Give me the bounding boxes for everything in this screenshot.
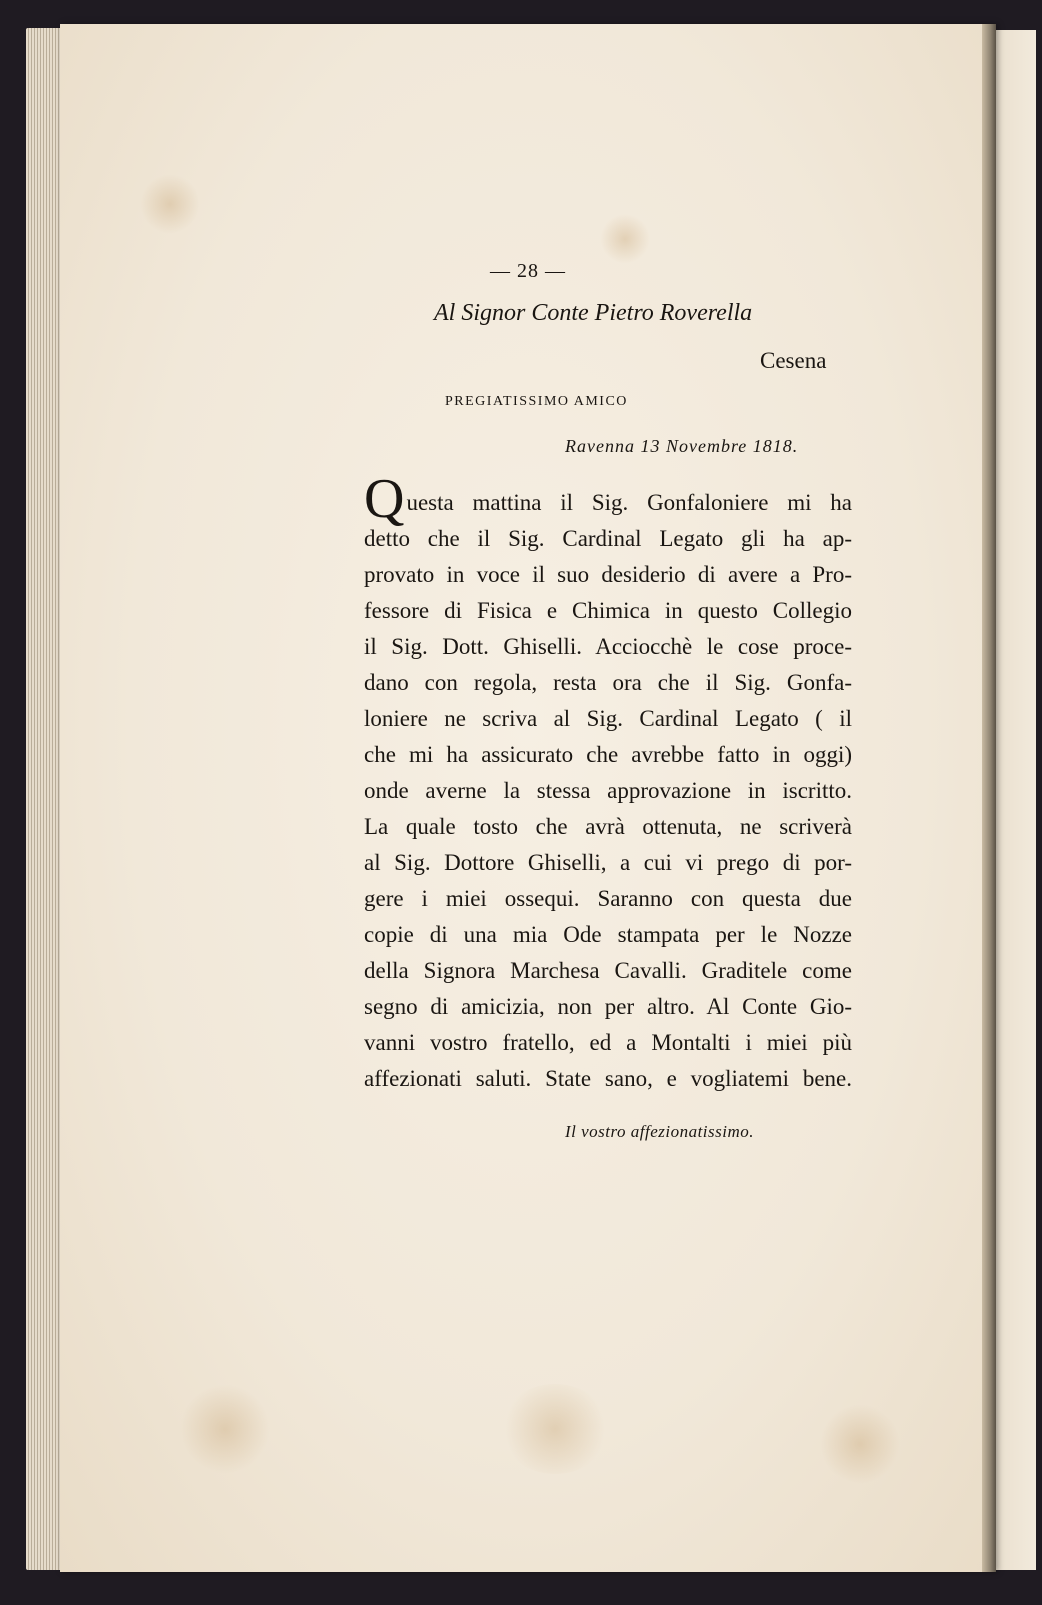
body-line: al Sig. Dottore Ghiselli, a cui vi prego di por-: [364, 850, 852, 875]
body-line: provato in voce il suo desiderio di avere a Pro-: [364, 562, 852, 587]
drop-cap: Q: [364, 468, 405, 530]
foxing-stain: [820, 1404, 900, 1484]
body-line: fessore di Fisica e Chimica in questo Collegio: [364, 598, 852, 623]
body-line: segno di amicizia, non per altro. Al Conte Gio-: [364, 994, 852, 1019]
foxing-stain: [140, 174, 200, 234]
body-line: copie di una mia Ode stampata per le Nozze: [364, 922, 852, 947]
letter-dateline: Ravenna 13 Novembre 1818.: [565, 436, 799, 456]
page-number: — 28 —: [490, 260, 566, 282]
letter-salutation: PREGIATISSIMO AMICO: [445, 394, 628, 409]
body-line: loniere ne scriva al Sig. Cardinal Legato ( il: [364, 706, 852, 731]
body-line: vanni vostro fratello, ed a Montalti i miei più: [364, 1030, 852, 1055]
body-line: onde averne la stessa approvazione in iscritto.: [364, 778, 852, 803]
letter-recipient: Al Signor Conte Pietro Roverella: [434, 300, 753, 326]
body-line: La quale tosto che avrà ottenuta, ne scriverà: [364, 814, 852, 839]
binding-gutter: [982, 24, 996, 1572]
body-line: gere i miei ossequi. Saranno con questa due: [364, 886, 852, 911]
foxing-stain: [500, 1384, 610, 1474]
body-line: dano con regola, resta ora che il Sig. Gonfa-: [364, 670, 852, 695]
letter-closing: Il vostro affezionatissimo.: [565, 1122, 755, 1141]
letter-city: Cesena: [760, 348, 827, 373]
body-line: della Signora Marchesa Cavalli. Graditele come: [364, 958, 852, 983]
foxing-stain: [600, 214, 650, 264]
facing-page-edge: [996, 30, 1036, 1570]
letter-body: [364, 468, 852, 1097]
body-line: Questa mattina il Sig. Gonfaloniere mi ha: [364, 468, 852, 530]
body-line: affezionati saluti. State sano, e vogliatemi bene.: [364, 1066, 852, 1091]
body-line: detto che il Sig. Cardinal Legato gli ha ap-: [364, 526, 852, 551]
body-line: il Sig. Dott. Ghiselli. Acciocchè le cose proce-: [364, 634, 852, 659]
body-line: che mi ha assicurato che avrebbe fatto in oggi): [364, 742, 852, 767]
foxing-stain: [180, 1384, 270, 1474]
